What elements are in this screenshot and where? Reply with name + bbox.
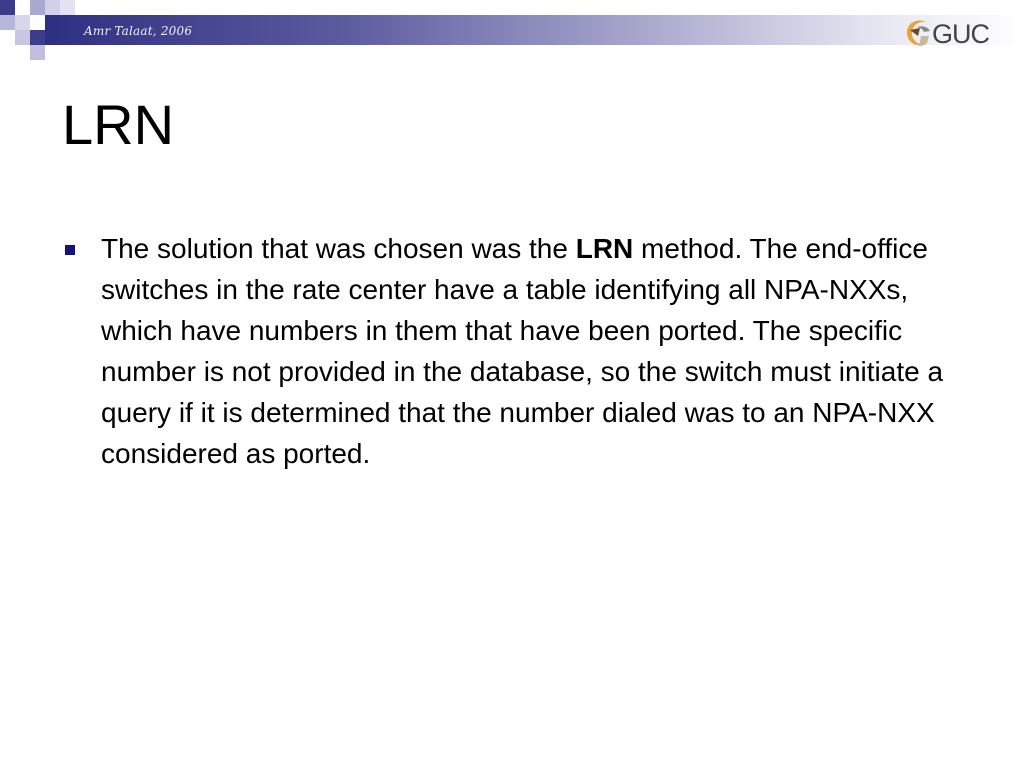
bullet-text-end: method. The end-office switches in the rate center have a table identifying all NPA-NXXs, which have numbers in them that have been ported. The specific number is not provided in the database, so the switch must initiate a query if it is determined that the number dialed was to an NPA-NXX considered as ported. [101,233,944,469]
decorative-square [15,30,30,45]
decorative-square [0,0,15,15]
decorative-square [15,0,30,15]
decorative-square [60,0,75,15]
header-author-text: Amr Talaat, 2006 [84,24,193,38]
guc-emblem-icon [904,16,934,52]
guc-logo [904,16,1000,52]
slide-body [62,228,972,474]
decorative-square [30,15,45,30]
bullet-square-icon [65,245,75,255]
bullet-text [101,228,972,474]
decorative-square [30,45,45,60]
slide-title: LRN [62,93,175,156]
bullet-item [62,228,972,474]
bullet-text-bold: LRN [575,233,634,264]
decorative-square [45,0,60,15]
logo-text: GUC [932,19,989,49]
bullet-text-start: The solution that was chosen was the [101,233,576,264]
decorative-square [30,30,45,45]
decorative-square [30,0,45,15]
decorative-square [15,15,30,30]
decorative-square [0,15,15,30]
